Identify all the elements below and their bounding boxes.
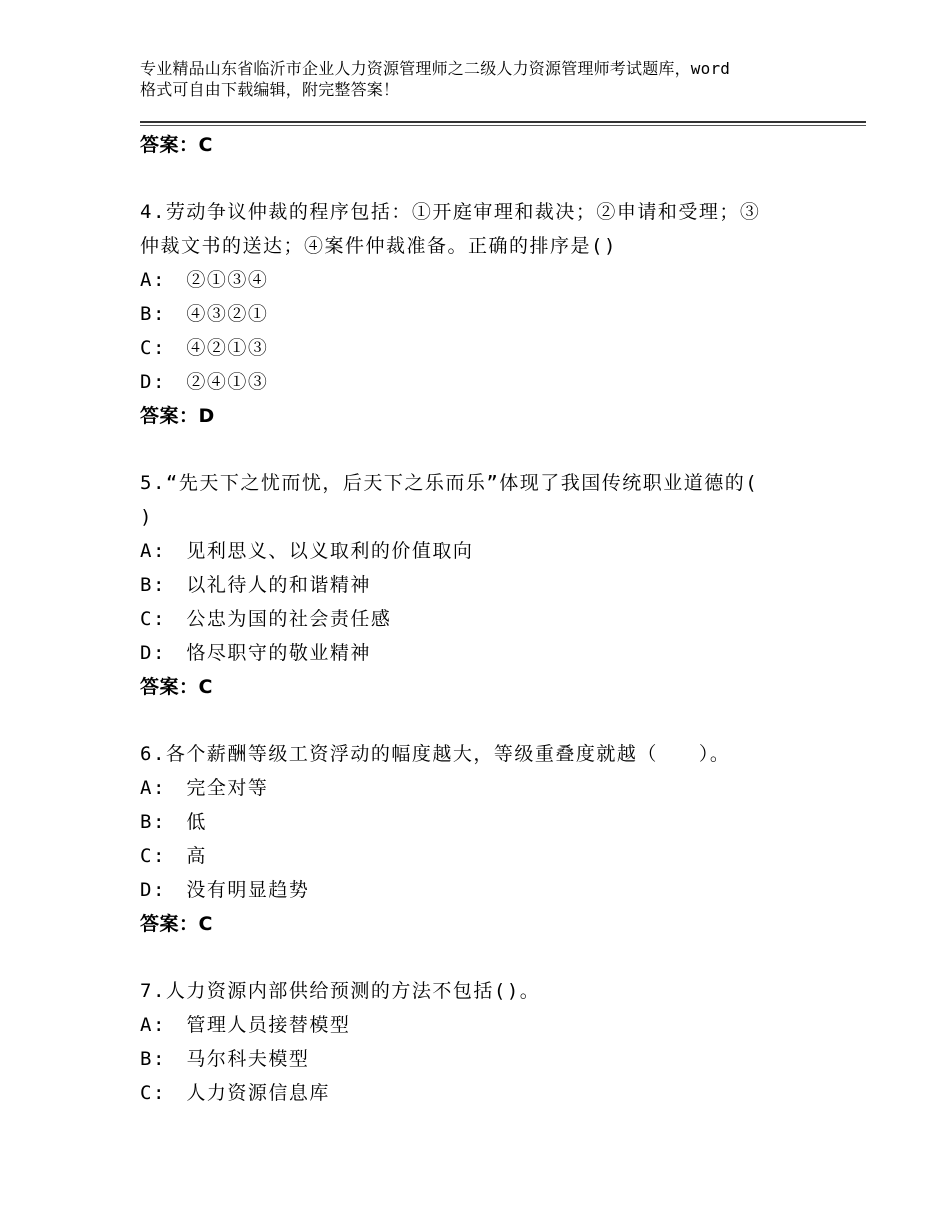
- question-6: [140, 737, 830, 941]
- header-line-2: 格式可自由下载编辑，附完整答案！: [140, 80, 400, 99]
- question-4: [140, 195, 830, 433]
- question-5-text-1: 5.“先天下之忧而忧，后天下之乐而乐”体现了我国传统职业道德的(: [140, 472, 759, 494]
- question-5-option-c: C: 公忠为国的社会责任感: [140, 608, 392, 630]
- spacer: [140, 941, 830, 974]
- question-4-option-b: B: ④③②①: [140, 303, 269, 325]
- question-6-option-d: D: 没有明显趋势: [140, 879, 310, 901]
- spacer: [140, 704, 830, 737]
- question-4-option-c: C: ④②①③: [140, 337, 269, 359]
- question-7: [140, 974, 830, 1110]
- question-6-option-a: A: 完全对等: [140, 777, 269, 799]
- question-6-answer: 答案：C: [140, 913, 213, 935]
- question-5-option-b: B: 以礼待人的和谐精神: [140, 574, 371, 596]
- answer-prev: 答案：C: [140, 134, 213, 156]
- spacer: [140, 162, 830, 195]
- question-7-text-1: 7.人力资源内部供给预测的方法不包括()。: [140, 980, 541, 1002]
- header-line-1: 专业精品山东省临沂市企业人力资源管理师之二级人力资源管理师考试题库，word: [140, 59, 731, 78]
- question-4-option-a: A: ②①③④: [140, 269, 269, 291]
- document-body: [140, 128, 830, 1110]
- document-header: [140, 58, 840, 100]
- question-5-text-2: ): [140, 506, 153, 528]
- question-6-text-1: 6.各个薪酬等级工资浮动的幅度越大，等级重叠度就越（ ）。: [140, 743, 731, 765]
- question-7-option-a: A: 管理人员接替模型: [140, 1014, 351, 1036]
- header-divider-thick: [140, 121, 866, 123]
- header-divider-thin: [140, 125, 866, 126]
- question-6-option-b: B: 低: [140, 811, 207, 833]
- spacer: [140, 433, 830, 466]
- question-4-option-d: D: ②④①③: [140, 371, 269, 393]
- question-4-answer: 答案：D: [140, 405, 215, 427]
- question-5-answer: 答案：C: [140, 676, 213, 698]
- question-5-option-d: D: 恪尽职守的敬业精神: [140, 642, 371, 664]
- question-6-option-c: C: 高: [140, 845, 207, 867]
- question-5-option-a: A: 见利思义、以义取利的价值取向: [140, 540, 474, 562]
- question-7-option-c: C: 人力资源信息库: [140, 1082, 330, 1104]
- question-5: [140, 466, 830, 704]
- question-4-text-2: 仲裁文书的送达；④案件仲裁准备。正确的排序是(): [140, 235, 617, 257]
- question-7-option-b: B: 马尔科夫模型: [140, 1048, 310, 1070]
- question-4-text-1: 4.劳动争议仲裁的程序包括：①开庭审理和裁决；②申请和受理；③: [140, 201, 761, 223]
